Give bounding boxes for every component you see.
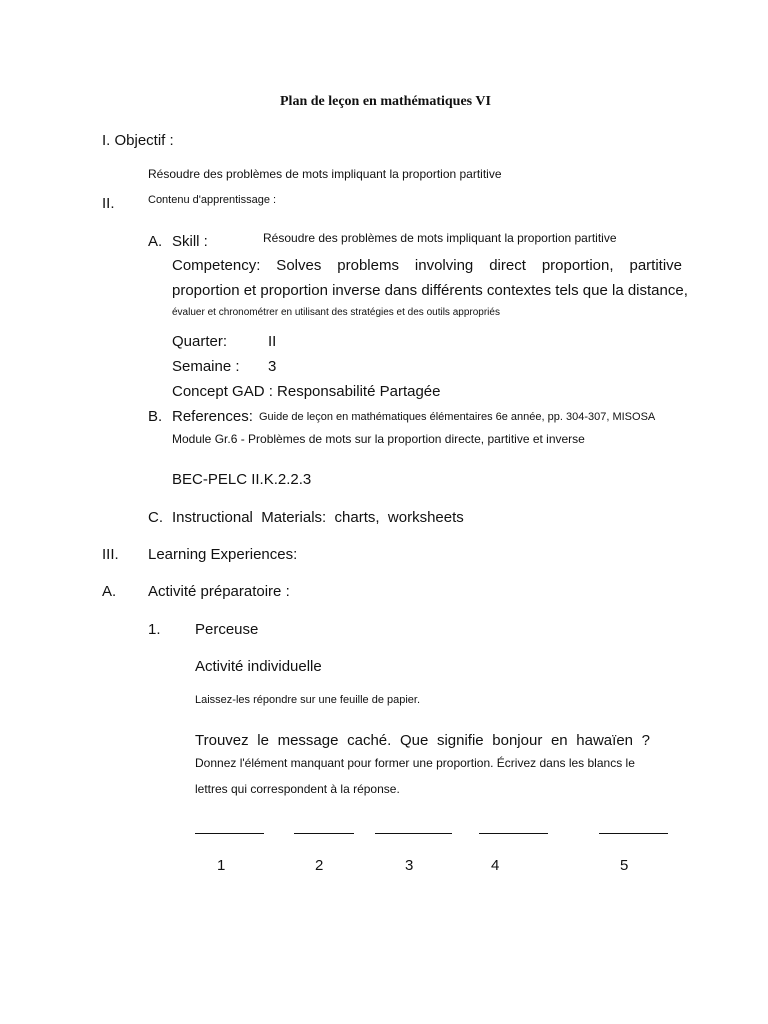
subsection-a-letter: A. bbox=[148, 233, 163, 250]
blank-number: 1 bbox=[217, 857, 226, 874]
directions-line-2: lettres qui correspondent à la réponse. bbox=[195, 782, 400, 796]
answer-blank-3 bbox=[375, 833, 452, 834]
page-title: Plan de leçon en mathématiques VI bbox=[280, 94, 491, 109]
quarter-value: II bbox=[268, 333, 277, 350]
objective-text: Résoudre des problèmes de mots impliquant la proportion partitive bbox=[148, 167, 502, 181]
competency-line-2: proportion et proportion inverse dans différents contextes tels que la distance, bbox=[172, 282, 688, 299]
directions-line-1: Donnez l'élément manquant pour former une proportion. Écrivez dans les blancs le bbox=[195, 756, 635, 770]
question-text: Trouvez le message caché. Que signifie bonjour en hawaïen ? bbox=[195, 732, 650, 749]
item-number: 1. bbox=[148, 621, 161, 638]
answer-blank-4 bbox=[479, 833, 548, 834]
references-label: References: bbox=[172, 408, 253, 425]
activity-type: Activité individuelle bbox=[195, 658, 322, 675]
subsection-c-letter: C. bbox=[148, 509, 163, 526]
competency-line-1: Competency: Solves problems involving direct proportion, partitive bbox=[172, 257, 682, 274]
competency-line-3: évaluer et chronométrer en utilisant des stratégies et des outils appropriés bbox=[172, 307, 500, 318]
instructional-materials: Instructional Materials: charts, worksheets bbox=[172, 509, 464, 526]
semaine-label: Semaine : bbox=[172, 358, 240, 375]
subsection-b-letter: B. bbox=[148, 408, 163, 425]
quarter-label: Quarter: bbox=[172, 333, 228, 350]
answer-blank-1 bbox=[195, 833, 264, 834]
activity-a-letter: A. bbox=[102, 583, 117, 600]
blank-number: 3 bbox=[405, 857, 414, 874]
skill-label: Skill : bbox=[172, 233, 208, 250]
answer-blank-5 bbox=[599, 833, 668, 834]
activity-instruction: Laissez-les répondre sur une feuille de papier. bbox=[195, 694, 421, 706]
blank-number: 5 bbox=[620, 857, 629, 874]
blank-number: 4 bbox=[491, 857, 500, 874]
section-ii-number: II. bbox=[102, 195, 115, 212]
activity-a-heading: Activité préparatoire : bbox=[148, 583, 290, 600]
semaine-value: 3 bbox=[268, 358, 277, 375]
section-ii-heading: Contenu d'apprentissage : bbox=[148, 194, 277, 206]
section-iii-number: III. bbox=[102, 546, 119, 563]
skill-text: Résoudre des problèmes de mots impliquant la proportion partitive bbox=[263, 231, 617, 245]
gad-concept: Concept GAD : Responsabilité Partagée bbox=[172, 383, 441, 400]
blank-number: 2 bbox=[315, 857, 324, 874]
section-i-heading: I. Objectif : bbox=[102, 132, 174, 149]
module-reference: Module Gr.6 - Problèmes de mots sur la proportion directe, partitive et inverse bbox=[172, 432, 585, 446]
references-text: Guide de leçon en mathématiques élémentaires 6e année, pp. 304-307, MISOSA bbox=[259, 411, 656, 423]
answer-blank-2 bbox=[294, 833, 354, 834]
section-iii-heading: Learning Experiences: bbox=[148, 546, 298, 563]
bec-code: BEC-PELC II.K.2.2.3 bbox=[172, 471, 312, 488]
item-label: Perceuse bbox=[195, 621, 259, 638]
